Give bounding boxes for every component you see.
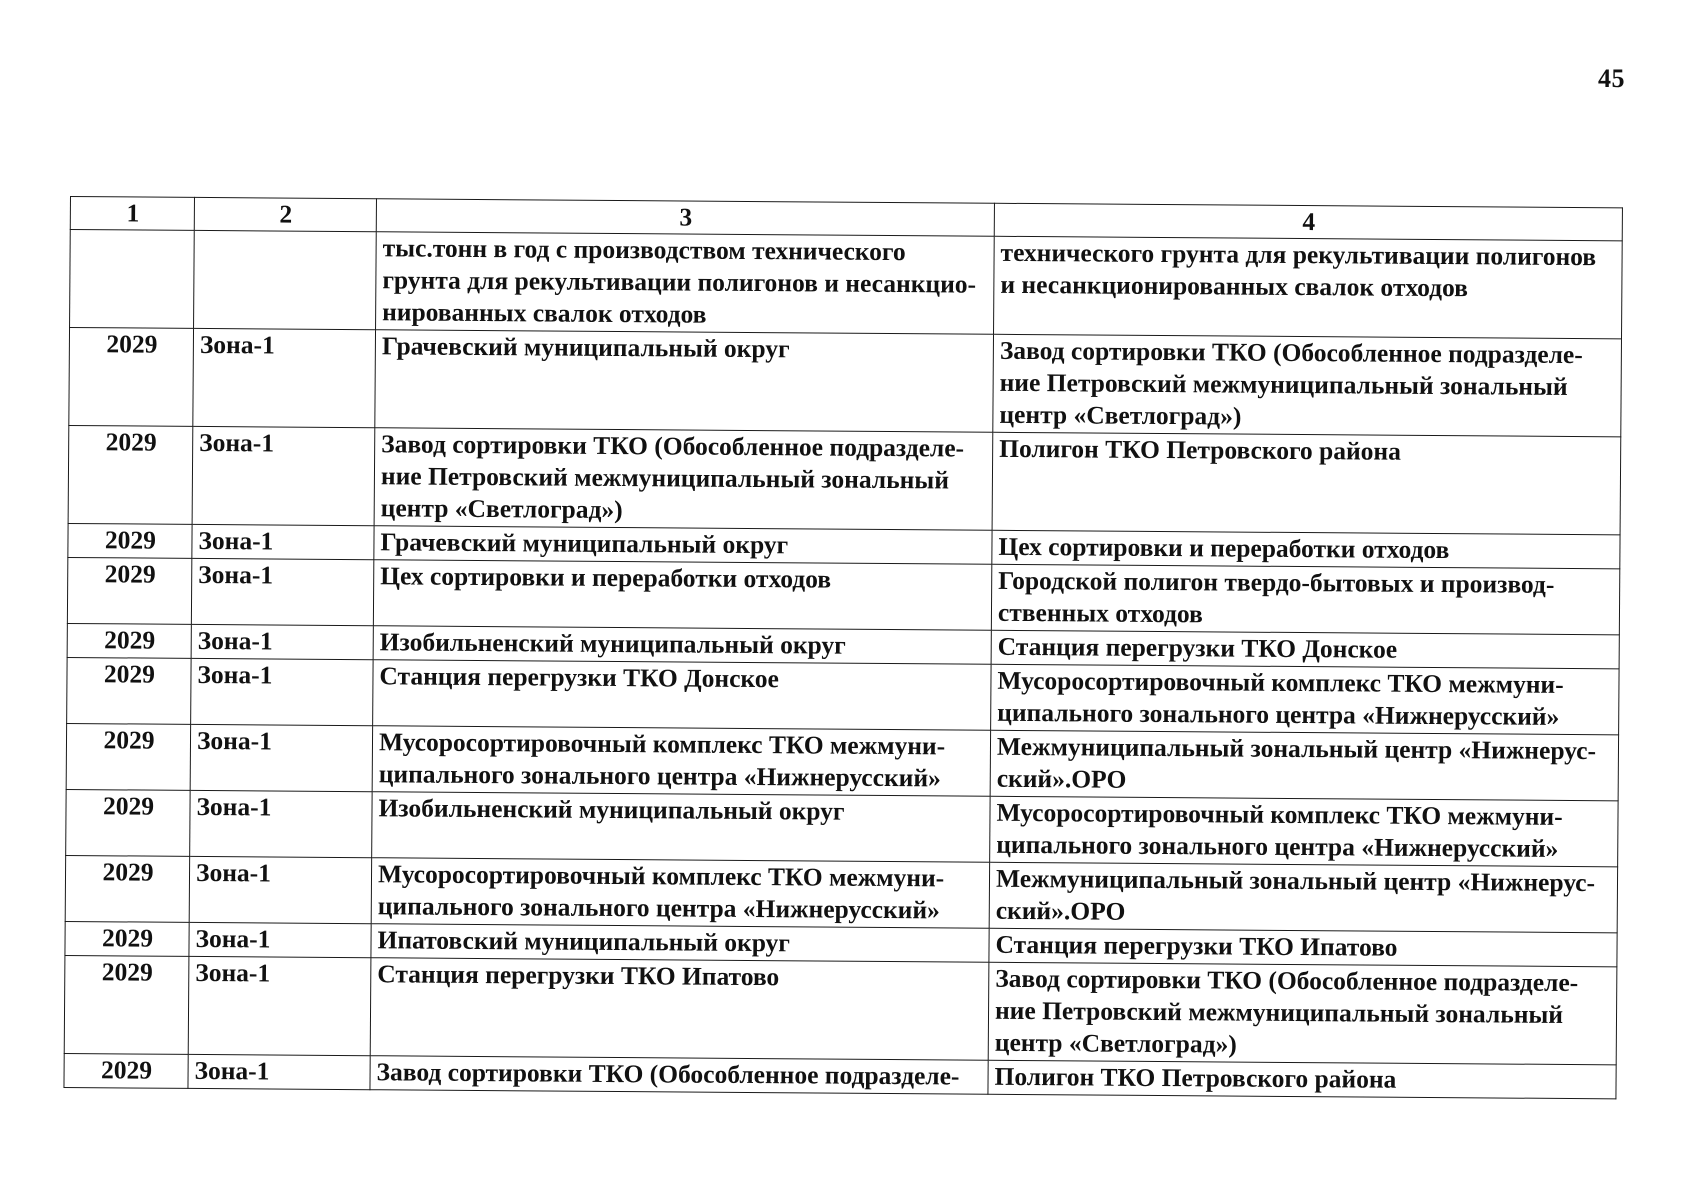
year-cell: 2029 [67, 623, 191, 658]
destination-cell: Завод сортировки ТКО (Обособленное подразделе-ние Петровский межмуниципальный зональный центр «Светлоград») [993, 334, 1622, 437]
table-row [68, 425, 1621, 534]
year-cell: 2029 [67, 557, 191, 624]
year-cell: 2029 [66, 723, 190, 790]
zone-cell: Зона-1 [191, 558, 373, 625]
zone-cell: Зона-1 [191, 658, 373, 725]
source-cell: Грачевский муниципальный округ [375, 330, 994, 433]
source-cell: Изобильненский муниципальный округ [372, 792, 990, 863]
source-cell: Изобильненский муниципальный округ [373, 626, 991, 665]
source-cell: Станция перегрузки ТКО Донское [373, 660, 991, 731]
year-cell: 2029 [66, 789, 190, 856]
table-row [66, 723, 1618, 800]
table-row [70, 230, 1623, 339]
year-cell: 2029 [64, 955, 189, 1054]
year-cell: 2029 [65, 921, 189, 956]
year-cell: 2029 [67, 657, 191, 724]
source-cell: Завод сортировки ТКО (Обособленное подразделе- [370, 1056, 988, 1095]
table-row [64, 955, 1617, 1064]
routes-table [63, 196, 1622, 1099]
column-header-1: 1 [70, 197, 194, 231]
destination-cell: Мусоросортировочный комплекс ТКО межмуни-ципального зонального центра «Нижнерусский» [990, 796, 1618, 867]
zone-cell: Зона-1 [188, 1054, 370, 1089]
column-header-2: 2 [194, 197, 376, 231]
year-cell: 2029 [64, 1053, 188, 1088]
zone-cell: Зона-1 [190, 724, 372, 791]
table-row [67, 557, 1619, 634]
destination-cell: Межмуниципальный зональный центр «Нижнерус-ский».ОРО [989, 862, 1617, 933]
source-cell: Станция перегрузки ТКО Ипатово [370, 958, 989, 1061]
year-cell: 2029 [68, 425, 193, 524]
source-cell: Ипатовский муниципальный округ [371, 924, 989, 963]
table-row [69, 328, 1622, 437]
table-row [65, 855, 1617, 932]
destination-cell: Межмуниципальный зональный центр «Нижнерус-ский».ОРО [990, 730, 1618, 801]
zone-cell: Зона-1 [189, 856, 371, 923]
year-cell: 2029 [69, 328, 194, 427]
destination-cell: Полигон ТКО Петровского района [988, 1060, 1616, 1099]
source-cell: Мусоросортировочный комплекс ТКО межмуни-ципального зонального центра «Нижнерусский» [371, 858, 989, 929]
table-row [67, 657, 1619, 734]
zone-cell: Зона-1 [192, 426, 375, 525]
zone-cell: Зона-1 [193, 328, 376, 427]
table-body [64, 230, 1622, 1099]
column-header-4: 4 [994, 203, 1622, 241]
zone-cell: Зона-1 [190, 790, 372, 857]
destination-cell: Мусоросортировочный комплекс ТКО межмуни-ципального зонального центра «Нижнерусский» [991, 664, 1619, 735]
destination-cell: Цех сортировки и переработки отходов [992, 530, 1620, 569]
destination-cell: Завод сортировки ТКО (Обособленное подразделе-ние Петровский межмуниципальный зональный центр «Светлоград») [988, 962, 1617, 1065]
zone-cell: Зона-1 [189, 922, 371, 957]
zone-cell: Зона-1 [188, 956, 371, 1055]
source-cell: Завод сортировки ТКО (Обособленное подразделе-ние Петровский межмуниципальный зональный центр «Светлоград») [374, 428, 993, 531]
column-header-3: 3 [376, 199, 994, 237]
destination-cell: технического грунта для рекультивации полигонов и несанкционированных свалок отходов [994, 236, 1623, 339]
destination-cell: Полигон ТКО Петровского района [992, 432, 1621, 535]
destination-cell: Станция перегрузки ТКО Ипатово [989, 928, 1617, 967]
destination-cell: Городской полигон твердо-бытовых и производ-ственных отходов [991, 564, 1619, 635]
year-cell: 2029 [65, 855, 189, 922]
source-cell: тыс.тонн в год с производством технического грунта для рекультивации полигонов и несанкцио-нированных свалок отходов [376, 232, 995, 335]
destination-cell: Станция перегрузки ТКО Донское [991, 630, 1619, 669]
zone-cell: Зона-1 [191, 624, 373, 659]
source-cell: Грачевский муниципальный округ [374, 526, 992, 565]
year-cell [70, 230, 195, 329]
zone-cell: Зона-1 [192, 524, 374, 559]
zone-cell [194, 230, 377, 329]
table-row [66, 789, 1618, 866]
year-cell: 2029 [68, 523, 192, 558]
page-number: 45 [1598, 64, 1625, 93]
source-cell: Мусоросортировочный комплекс ТКО межмуни-ципального зонального центра «Нижнерусский» [372, 726, 990, 797]
source-cell: Цех сортировки и переработки отходов [373, 560, 991, 631]
